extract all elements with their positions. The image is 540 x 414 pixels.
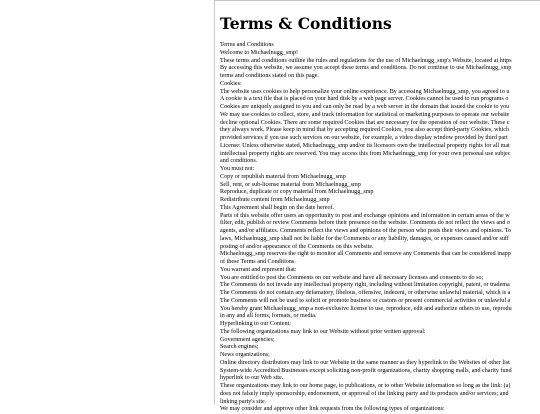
text-line: Parts of this website offer users an opportunity to post and exchange opinions and information in certain areas of the w — [220, 212, 510, 219]
text-line: The Comments do not invade any intellectual property right, including without limitation copyright, patent, or tradema — [220, 282, 510, 289]
text-line: terms and conditions stated on this page. — [220, 73, 320, 79]
text-line: You must not: — [220, 166, 255, 172]
text-line: laws, Michaelnugg_smp shall not be liable for the Comments or any liability, damages, or expenses caused and/or suff — [220, 235, 509, 242]
document-page — [214, 0, 540, 413]
text-line: You warrant and represent that: — [220, 266, 297, 273]
text-line: Redistribute content from Michaelnugg_smp — [220, 197, 330, 203]
text-line: posting of and/or appearance of the Comments on this website. — [220, 243, 374, 250]
text-line: System-wide Accredited Businesses except soliciting non-profit organizations, charity shopping malls, and charity fund — [220, 367, 512, 374]
text-line: You hereby grant Michaelnugg_smp a non-exclusive license to use, reproduce, edit and authorize others to use, reprodu — [220, 305, 512, 312]
text-line: they always work. Please keep in mind that by accepting required Cookies, you also accept third-party Cookies, which — [220, 127, 510, 134]
page-title: Terms & Conditions — [220, 14, 392, 33]
text-line: does not falsely imply sponsorship, endorsement, or approval of the linking party and its products and/or services; and — [220, 390, 509, 397]
text-line: filter, edit, publish or review Comments before their presence on the website. Comments do not reflect the views and o — [220, 220, 510, 227]
text-line: Copy or republish material from Michaelnugg_smp — [220, 173, 346, 180]
text-line: provided services if you use such services on our website, for example, a video display window provided by third part — [220, 135, 508, 141]
text-line: agents, and/or affiliates. Comments reflect the views and opinions of the person who posts their views and opinions. To — [220, 228, 511, 234]
text-line: and conditions. — [220, 158, 258, 165]
text-line: Search engines; — [220, 344, 259, 351]
text-line: intellectual property rights are reserved. You may access this from Michaelnugg_smp for your own personal use subjec — [220, 150, 511, 157]
text-line: By accessing this website, we assume you accept these terms and conditions. Do not continue to use Michaelnugg_smp — [220, 65, 512, 72]
text-line: These terms and conditions outline the rules and regulations for the use of Michaelnugg_smp's Website, located at https — [220, 57, 512, 64]
text-line: We may use cookies to collect, store, and track information for statistical or marketing purposes to operate our website — [220, 111, 510, 118]
text-line: We may consider and approve other link requests from the following types of organizations: — [220, 406, 445, 413]
text-line: News organizations; — [220, 352, 270, 358]
text-line: Government agencies; — [220, 336, 275, 343]
text-line: linking party's site. — [220, 398, 267, 405]
text-line: You are entitled to post the Comments on our website and have all necessary licenses and consents to do so; — [220, 274, 484, 281]
text-line: hyperlink to our Web site. — [220, 375, 284, 382]
text-line: Sell, rent, or sub-license material from Michaelnugg_smp — [220, 181, 361, 188]
text-line: of these Terms and Conditions. — [220, 259, 296, 265]
text-line: Cookies: — [220, 80, 242, 87]
text-line: The Comments will not be used to solicit or promote business or custom or present commercial activities or unlawful a — [220, 297, 511, 304]
text-line: in any and all forms, formats, or media. — [220, 313, 317, 320]
text-line: This Agreement shall begin on the date hereof. — [220, 204, 335, 211]
text-line: Welcome to Michaelnugg_smp! — [220, 49, 299, 56]
text-line: The Comments do not contain any defamatory, libelous, offensive, indecent, or otherwise unlawful material, which is a — [220, 290, 511, 296]
text-line: decline optional Cookies. There are some required Cookies that are necessary for the operation of our website. These c — [220, 119, 510, 126]
text-line: A cookie is a text file that is placed on your hard disk by a web page server. Cookies cannot be used to run programs o — [220, 96, 509, 103]
document-body — [220, 42, 512, 414]
text-line: The website uses cookies to help personalize your online experience. By accessing Michaelnugg_smp, you agreed to u — [220, 88, 510, 95]
text-line: Terms and Conditions — [220, 42, 274, 48]
text-line: License: Unless otherwise stated, Michaelnugg_smp and/or its licensors own the intellectual property rights for all mat — [220, 142, 510, 149]
text-line: Cookies are uniquely assigned to you and can only be read by a web server in the domain that issued the cookie to you — [220, 104, 510, 110]
text-line: Reproduce, duplicate or copy material from Michaelnugg_smp — [220, 189, 374, 196]
text-line: The following organizations may link to our Website without prior written approval: — [220, 328, 426, 335]
text-line: Hyperlinking to our Content: — [220, 321, 291, 327]
text-line: Michaelnugg_smp reserves the right to monitor all Comments and remove any Comments that can be considered inapp — [220, 251, 511, 258]
text-line: Online directory distributors may link to our Website in the same manner as they hyperlink to the Websites of other list — [220, 359, 510, 366]
text-line: These organizations may link to our home page, to publications, or to other Website information so long as the link: (a) — [220, 383, 511, 389]
